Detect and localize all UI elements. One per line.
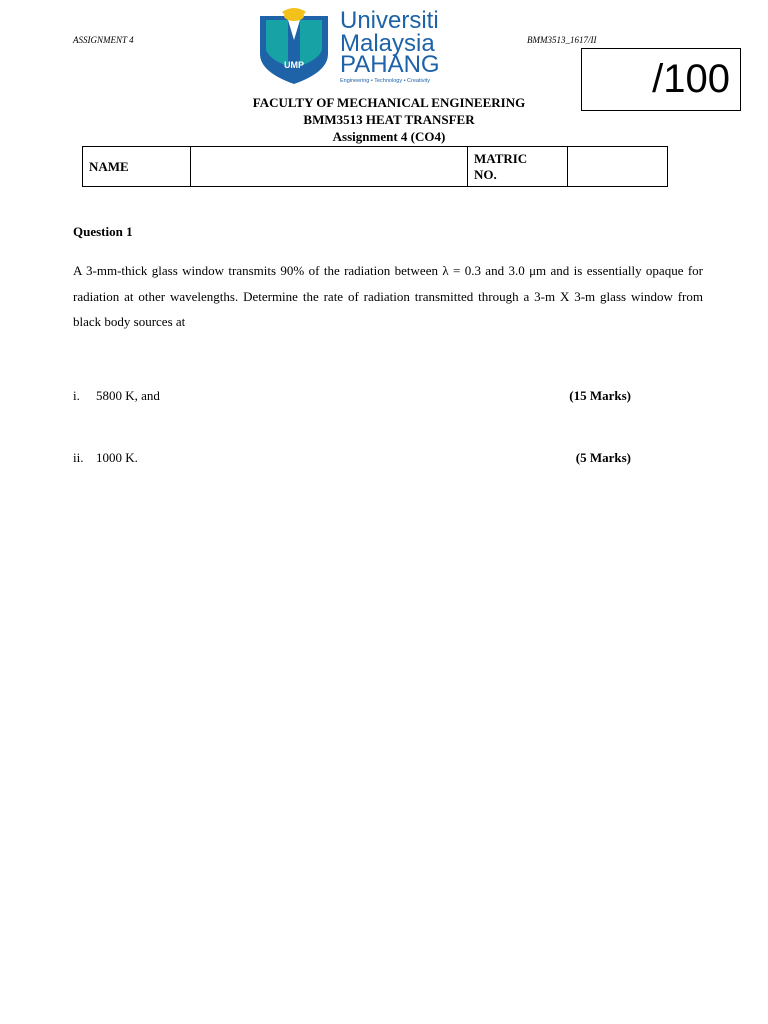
score-text: /100 bbox=[652, 57, 730, 101]
header-right-text: BMM3513_1617/II bbox=[527, 35, 597, 45]
item-marks: (5 Marks) bbox=[575, 450, 631, 465]
item-number: ii. bbox=[73, 450, 84, 465]
faculty-title: FACULTY OF MECHANICAL ENGINEERING bbox=[252, 95, 526, 110]
logo-line-2: Malaysia bbox=[340, 30, 435, 57]
course-title: BMM3513 HEAT TRANSFER bbox=[303, 112, 475, 127]
title-block bbox=[160, 94, 618, 145]
matric-field[interactable] bbox=[568, 147, 668, 187]
name-label: NAME bbox=[83, 147, 191, 187]
matric-label-line-2: NO. bbox=[474, 166, 497, 182]
header-left-text: ASSIGNMENT 4 bbox=[73, 35, 134, 45]
question-body: A 3-mm-thick glass window transmits 90% of the radiation between λ = 0.3 and 3.0 μm and is essentially opaque for radiation at other wavelengths. Determine the rate of radiation transmitted through a 3-m X 3-m glass window from black body sources at bbox=[73, 263, 703, 329]
question-title: Question 1 bbox=[73, 224, 133, 239]
logo-badge-text: UMP bbox=[284, 60, 304, 70]
matric-label-line-1: MATRIC bbox=[474, 150, 528, 166]
item-label: 1000 K. bbox=[96, 450, 138, 465]
university-logo bbox=[258, 6, 470, 86]
shield-icon bbox=[258, 6, 330, 86]
logo-line-3: PAHANG bbox=[340, 51, 440, 78]
logo-line-1: Universiti bbox=[340, 7, 439, 34]
student-info-table bbox=[82, 146, 668, 187]
item-marks: (15 Marks) bbox=[569, 388, 631, 403]
logo-tagline: Engineering • Technology • Creativity bbox=[340, 78, 430, 84]
assignment-title: Assignment 4 (CO4) bbox=[332, 129, 446, 144]
item-label: 5800 K, and bbox=[96, 388, 160, 403]
item-number: i. bbox=[73, 388, 80, 403]
matric-label bbox=[468, 147, 568, 187]
name-field[interactable] bbox=[191, 147, 468, 187]
